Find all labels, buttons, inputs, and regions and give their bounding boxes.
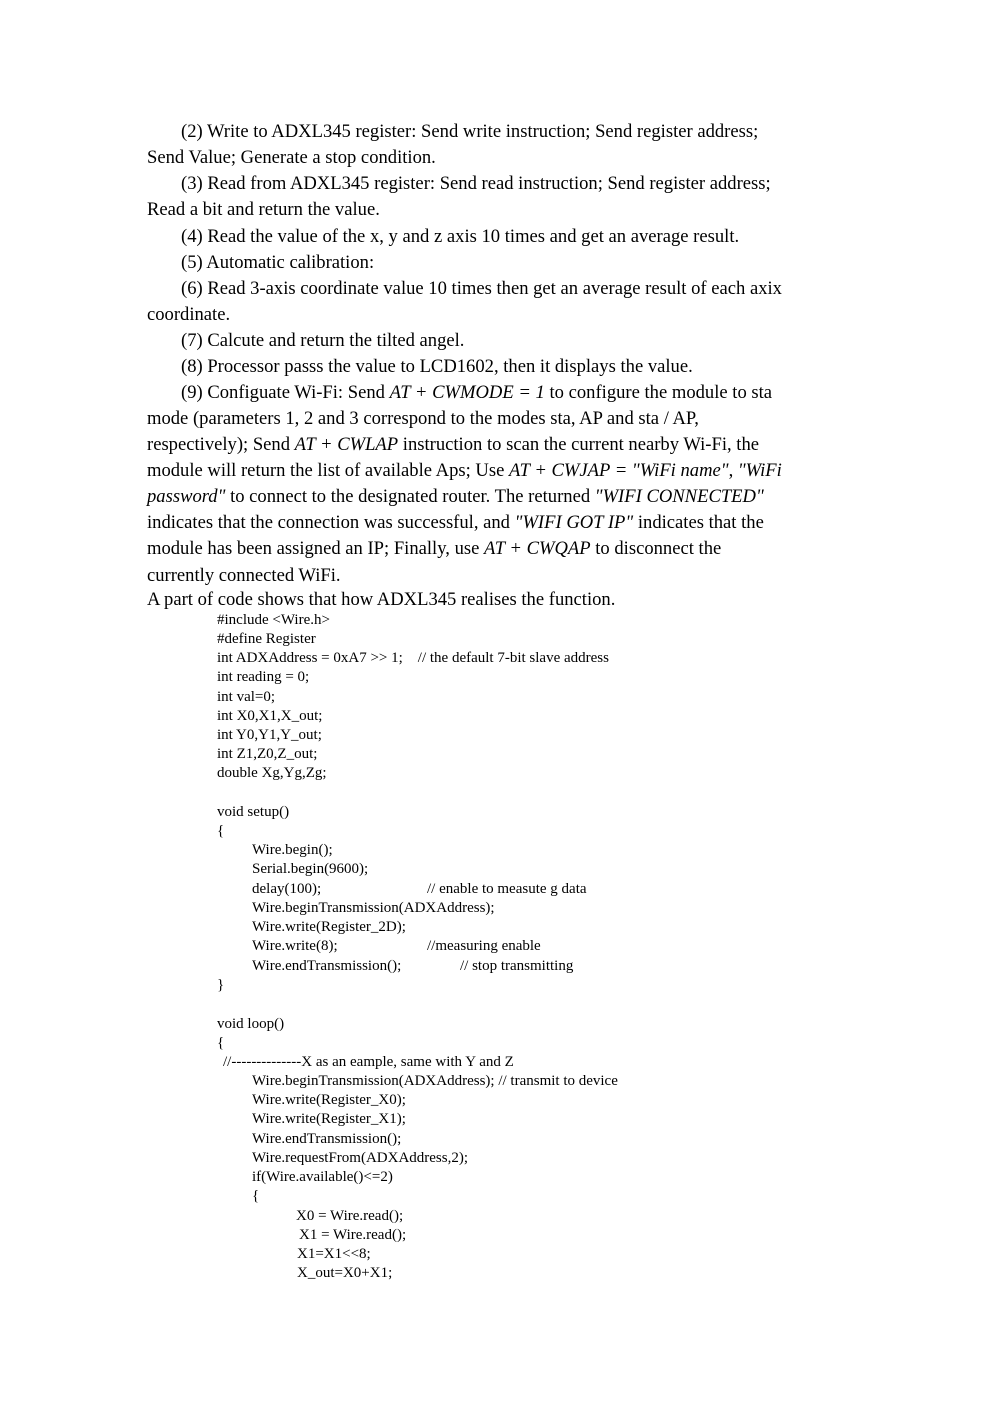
code-line: Wire.write(Register_X1); — [252, 1111, 406, 1127]
code-line: Wire.write(Register_X0); — [252, 1092, 406, 1108]
code-line: X1=X1<<8; — [297, 1246, 371, 1262]
code-line: X0 = Wire.read(); — [296, 1208, 404, 1224]
code-line: Serial.begin(9600); — [252, 861, 369, 877]
step-2-line-1: (2) Write to ADXL345 register: Send write instruction; Send register address; — [181, 121, 759, 142]
text: (9) Configuate Wi-Fi: Send — [181, 382, 390, 403]
code-line: double Xg,Yg,Zg; — [217, 765, 327, 781]
text: indicates that the — [633, 512, 764, 533]
wifi-line-5 — [147, 486, 764, 508]
code-line: Wire.beginTransmission(ADXAddress); — [252, 900, 495, 916]
at-command: AT + CWLAP — [294, 434, 399, 455]
text: to configure the module to sta — [544, 382, 773, 403]
code-line: X_out=X0+X1; — [297, 1265, 393, 1281]
text: to connect to the designated router. The returned — [225, 486, 595, 507]
wifi-line-2: mode (parameters 1, 2 and 3 correspond to the modes sta, AP and sta / AP, — [147, 408, 699, 429]
code-line: #include <Wire.h> — [217, 612, 330, 628]
step-6-line-2: coordinate. — [147, 304, 231, 325]
code-line: #define Register — [217, 631, 316, 647]
at-command: AT + CWQAP — [484, 538, 591, 559]
code-line: // enable to measute g data — [427, 881, 587, 897]
code-line: { — [217, 1035, 225, 1051]
text: indicates that the connection was successful, and — [147, 512, 515, 533]
wifi-line-3 — [147, 434, 759, 456]
code-line: int Z1,Z0,Z_out; — [217, 746, 318, 762]
code-line: Wire.endTransmission(); — [252, 1131, 402, 1147]
step-5: (5) Automatic calibration: — [181, 252, 375, 273]
code-line: Wire.write(Register_2D); — [252, 919, 406, 935]
step-2-line-2: Send Value; Generate a stop condition. — [147, 147, 436, 168]
step-8: (8) Processor passs the value to LCD1602, then it displays the value. — [181, 356, 693, 377]
code-line: int val=0; — [217, 689, 276, 705]
at-command: "WiFi — [737, 460, 782, 481]
at-command: AT + CWMODE = 1 — [389, 382, 545, 403]
code-intro: A part of code shows that how ADXL345 realises the function. — [147, 589, 616, 610]
code-line: int ADXAddress = 0xA7 >> 1; // the default 7-bit slave address — [217, 650, 609, 666]
code-line: Wire.requestFrom(ADXAddress,2); — [252, 1150, 469, 1166]
step-4: (4) Read the value of the x, y and z axis 10 times and get an average result. — [181, 226, 740, 247]
code-line: } — [217, 977, 225, 993]
text: respectively); Send — [147, 434, 295, 455]
code-line: int reading = 0; — [217, 669, 310, 685]
step-7: (7) Calcute and return the tilted angel. — [181, 330, 465, 351]
wifi-line-4 — [147, 460, 782, 482]
code-line: void loop() — [217, 1016, 285, 1032]
code-line: Wire.endTransmission(); — [252, 958, 402, 974]
code-line: Wire.begin(); — [252, 842, 333, 858]
code-line: X1 = Wire.read(); — [299, 1227, 407, 1243]
status-string: "WIFI GOT IP" — [514, 512, 634, 533]
text: module has been assigned an IP; Finally, use — [147, 538, 485, 559]
wifi-line-7 — [147, 538, 721, 560]
at-command: AT + CWJAP = "WiFi name" — [509, 460, 729, 481]
status-string: "WIFI CONNECTED" — [594, 486, 764, 507]
text: , — [728, 460, 738, 481]
code-line: { — [217, 823, 225, 839]
code-line: //--------------X as an eample, same with Y and Z — [223, 1054, 514, 1070]
at-command: password" — [147, 486, 226, 507]
step-6-line-1: (6) Read 3-axis coordinate value 10 times then get an average result of each axix — [181, 278, 782, 299]
step-3-line-2: Read a bit and return the value. — [147, 199, 380, 220]
code-line: delay(100); — [252, 881, 322, 897]
step-3-line-1: (3) Read from ADXL345 register: Send read instruction; Send register address; — [181, 173, 771, 194]
code-line: int Y0,Y1,Y_out; — [217, 727, 322, 743]
code-line: { — [252, 1188, 260, 1204]
code-line: Wire.beginTransmission(ADXAddress); // transmit to device — [252, 1073, 618, 1089]
wifi-line-6 — [147, 512, 764, 534]
code-line: int X0,X1,X_out; — [217, 708, 323, 724]
code-line: // stop transmitting — [460, 958, 574, 974]
text: instruction to scan the current nearby Wi-Fi, the — [398, 434, 760, 455]
code-line: Wire.write(8); — [252, 938, 338, 954]
code-line: if(Wire.available()<=2) — [252, 1169, 393, 1185]
text: module will return the list of available Aps; Use — [147, 460, 509, 481]
code-line: //measuring enable — [427, 938, 541, 954]
text: to disconnect the — [590, 538, 722, 559]
code-line: void setup() — [217, 804, 290, 820]
wifi-line-1 — [181, 382, 772, 404]
wifi-line-8: currently connected WiFi. — [147, 565, 341, 586]
